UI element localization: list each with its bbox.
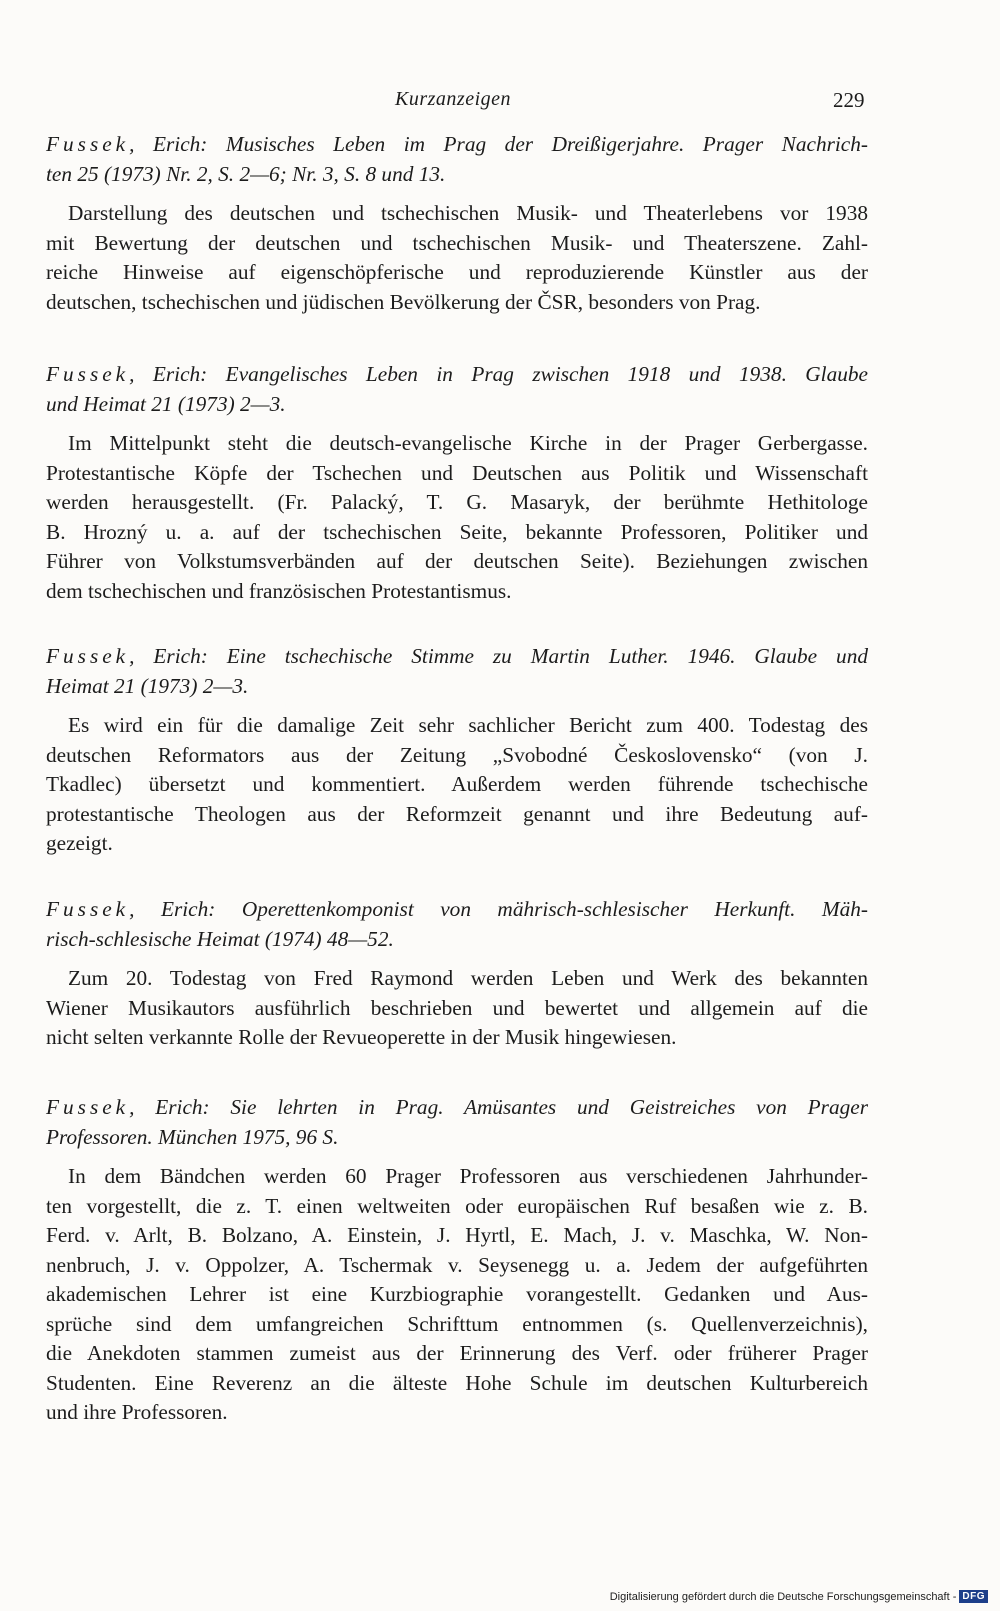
body-line: akademischen Lehrer ist eine Kurzbiographie vorangestellt. Gedanken und Aus- [46, 1282, 868, 1306]
body-line: reiche Hinweise auf eigenschöpferische und reproduzierende Künstler aus der [46, 260, 868, 284]
citation-line: risch-schlesische Heimat (1974) 48—52. [46, 926, 394, 951]
citation-line: ten 25 (1973) Nr. 2, S. 2—6; Nr. 3, S. 8 und 13. [46, 161, 446, 186]
body-line: Im Mittelpunkt steht die deutsch-evangelische Kirche in der Prager Gerbergasse. [68, 431, 868, 455]
body-line: ten vorgestellt, die z. T. einen weltweiten oder europäischen Ruf besaßen wie z. B. [46, 1193, 868, 1218]
bibliography-entry [46, 360, 868, 606]
body-line: dem tschechischen und französischen Protestantismus. [46, 578, 512, 603]
author-name: Fussek [46, 644, 130, 668]
citation-line: Professoren. München 1975, 96 S. [46, 1124, 339, 1149]
citation-line: Fussek, Erich: Operettenkomponist von mährisch-schlesischer Herkunft. Mäh- [46, 897, 868, 921]
author-name: Fussek [46, 1095, 130, 1119]
body-line: Studenten. Eine Reverenz an die älteste Hohe Schule im deutschen Kulturbereich [46, 1370, 868, 1395]
body-line: gezeigt. [46, 831, 113, 855]
citation-line: und Heimat 21 (1973) 2—3. [46, 391, 286, 416]
credit-text: Digitalisierung gefördert durch die Deutsche Forschungsgemeinschaft - [609, 1590, 957, 1603]
citation-line: Fussek, Erich: Evangelisches Leben in Prag zwischen 1918 und 1938. Glaube [46, 362, 868, 386]
body-line: deutschen Reformators aus der Zeitung „Svobodné Československo“ (von J. [46, 742, 868, 767]
body-line: Darstellung des deutschen und tschechischen Musik- und Theaterlebens vor 1938 [68, 201, 868, 225]
body-line: und ihre Professoren. [46, 1400, 228, 1424]
body-line: Ferd. v. Arlt, B. Bolzano, A. Einstein, J. Hyrtl, E. Mach, J. v. Maschka, W. Non- [46, 1223, 868, 1247]
bibliography-entry [46, 895, 868, 1053]
body-line: Wiener Musikautors ausführlich beschrieben und bewertet und allgemein auf die [46, 995, 868, 1020]
body-line: Führer von Volkstumsverbänden auf der deutschen Seite). Beziehungen zwischen [46, 549, 868, 573]
digitization-credit [610, 1590, 988, 1603]
dfg-logo: DFG [959, 1590, 988, 1603]
author-name: Fussek [46, 132, 130, 156]
body-line: In dem Bändchen werden 60 Prager Professoren aus verschiedenen Jahrhunder- [68, 1164, 868, 1188]
body-line: mit Bewertung der deutschen und tschechischen Musik- und Theaterszene. Zahl- [46, 230, 868, 255]
body-line: die Anekdoten stammen zumeist aus der Erinnerung des Verf. oder früherer Prager [46, 1341, 868, 1365]
body-line: sprüche sind dem umfangreichen Schrifttum entnommen (s. Quellenverzeichnis), [46, 1311, 868, 1336]
running-title: Kurzanzeigen [395, 88, 511, 110]
bibliography-entry [46, 1093, 868, 1428]
citation-line: Fussek, Erich: Musisches Leben im Prag der Dreißigerjahre. Prager Nachrich- [46, 132, 868, 156]
author-name: Fussek [46, 362, 130, 386]
author-name: Fussek [46, 897, 130, 921]
bibliography-entry [46, 130, 868, 317]
citation-line: Heimat 21 (1973) 2—3. [46, 673, 249, 698]
body-line: Es wird ein für die damalige Zeit sehr sachlicher Bericht zum 400. Todestag des [68, 713, 868, 737]
body-line: Protestantische Köpfe der Tschechen und Deutschen aus Politik und Wissenschaft [46, 460, 868, 485]
body-line: nicht selten verkannte Rolle der Revueoperette in der Musik hingewiesen. [46, 1025, 677, 1049]
body-line: deutschen, tschechischen und jüdischen Bevölkerung der ČSR, besonders von Prag. [46, 289, 761, 314]
bibliography-entry [46, 642, 868, 859]
body-line: Tkadlec) übersetzt und kommentiert. Außerdem werden führende tschechische [46, 772, 868, 796]
body-line: B. Hrozný u. a. auf der tschechischen Seite, bekannte Professoren, Politiker und [46, 519, 868, 544]
page-number: 229 [833, 88, 865, 112]
citation-line: Fussek, Erich: Eine tschechische Stimme zu Martin Luther. 1946. Glaube und [46, 644, 868, 668]
body-line: werden herausgestellt. (Fr. Palacký, T. G. Masaryk, der berühmte Hethitologe [46, 490, 868, 514]
citation-line: Fussek, Erich: Sie lehrten in Prag. Amüsantes und Geistreiches von Prager [46, 1095, 868, 1119]
body-line: nenbruch, J. v. Oppolzer, A. Tschermak v. Seysenegg u. a. Jedem der aufgeführten [46, 1252, 868, 1277]
body-line: protestantische Theologen aus der Reformzeit genannt und ihre Bedeutung auf- [46, 801, 868, 826]
body-line: Zum 20. Todestag von Fred Raymond werden Leben und Werk des bekannten [68, 966, 868, 990]
